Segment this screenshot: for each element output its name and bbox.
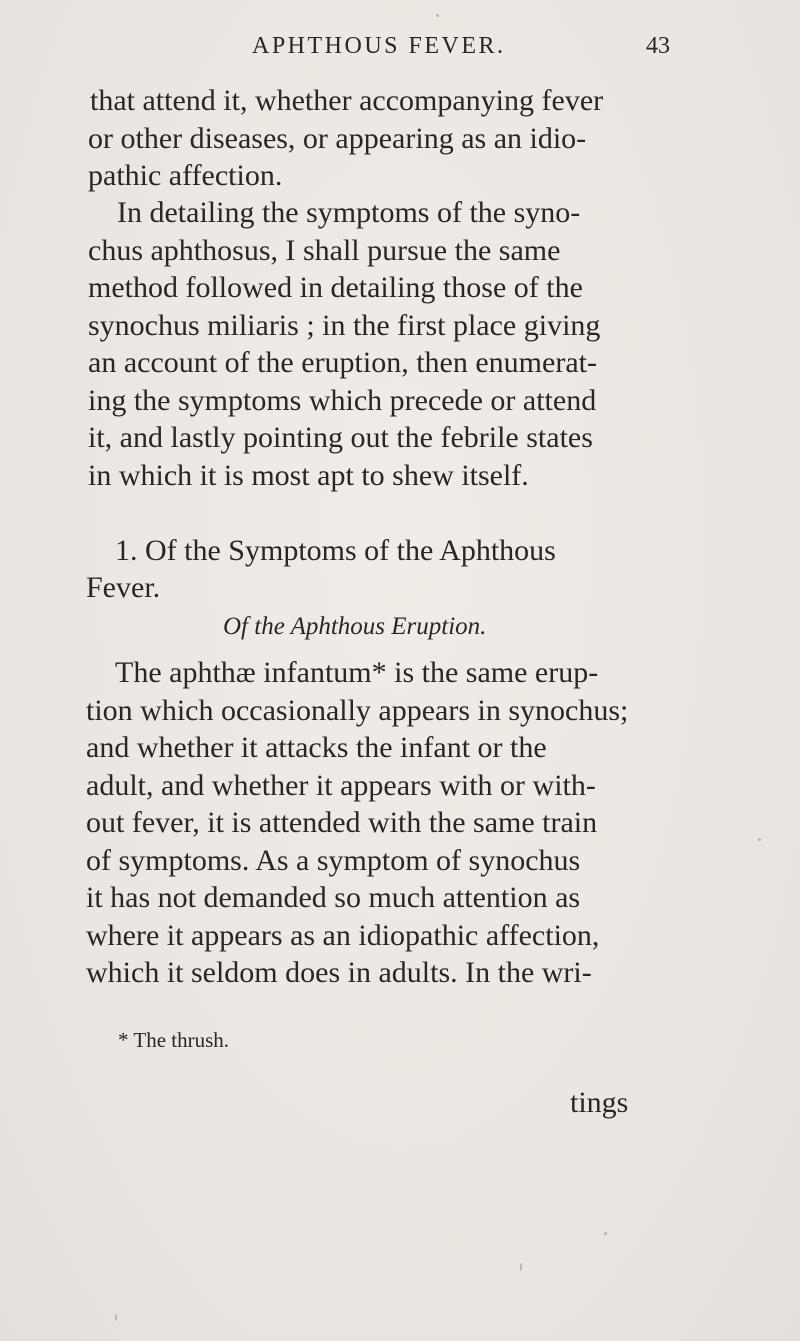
section-heading-line: Fever. bbox=[86, 571, 161, 604]
page-header bbox=[0, 33, 800, 63]
page-number: 43 bbox=[646, 33, 670, 59]
text-line: it has not demanded so much attention as bbox=[86, 881, 581, 914]
text-line: or other diseases, or appearing as an idio- bbox=[88, 122, 587, 155]
footnote: * The thrush. bbox=[118, 1028, 230, 1052]
text-line: that attend it, whether accompanying fever bbox=[90, 84, 604, 117]
catchword: tings bbox=[570, 1086, 629, 1119]
text-line: where it appears as an idiopathic affection, bbox=[86, 919, 600, 952]
running-title: APHTHOUS FEVER. bbox=[252, 33, 506, 59]
text-line: out fever, it is attended with the same train bbox=[86, 806, 598, 839]
text-line: synochus miliaris ; in the first place giving bbox=[88, 309, 601, 342]
text-line: pathic affection. bbox=[88, 159, 283, 192]
paper-speck bbox=[115, 1314, 117, 1321]
text-line: method followed in detailing those of the bbox=[88, 271, 583, 304]
text-line: The aphthæ infantum* is the same erup- bbox=[115, 656, 599, 689]
paper-speck bbox=[604, 1232, 607, 1235]
text-line: of symptoms. As a symptom of synochus bbox=[86, 844, 581, 877]
subheading: Of the Aphthous Eruption. bbox=[223, 613, 487, 640]
text-line: it, and lastly pointing out the febrile states bbox=[88, 421, 593, 454]
text-line: ing the symptoms which precede or attend bbox=[88, 384, 597, 417]
text-line: which it seldom does in adults. In the wri- bbox=[86, 956, 592, 989]
text-line: In detailing the symptoms of the syno- bbox=[117, 196, 581, 229]
text-line: an account of the eruption, then enumerat- bbox=[88, 346, 597, 379]
section-heading-line: 1. Of the Symptoms of the Aphthous bbox=[115, 534, 556, 567]
text-line: chus aphthosus, I shall pursue the same bbox=[88, 234, 561, 267]
paper-speck bbox=[758, 838, 761, 841]
paper-speck bbox=[520, 1263, 522, 1271]
text-line: tion which occasionally appears in synochus; bbox=[86, 694, 629, 727]
text-line: and whether it attacks the infant or the bbox=[86, 731, 547, 764]
paper-speck bbox=[436, 14, 439, 17]
text-line: in which it is most apt to shew itself. bbox=[88, 459, 529, 492]
text-line: adult, and whether it appears with or with- bbox=[86, 769, 596, 802]
